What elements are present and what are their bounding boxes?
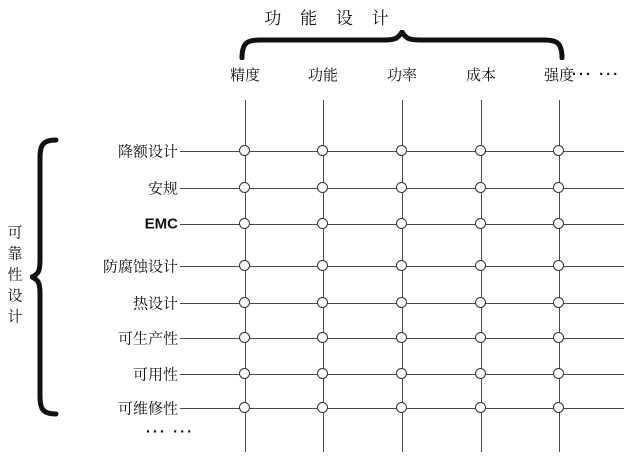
matrix-node-r5-c1[interactable] (317, 332, 328, 343)
row-header-3: 防腐蚀设计 (102, 258, 178, 276)
left-title-char-3: 设 (7, 287, 23, 305)
matrix-node-r6-c1[interactable] (317, 368, 328, 379)
matrix-node-r7-c0[interactable] (239, 402, 250, 413)
column-ellipsis: ··· ··· (571, 66, 621, 83)
left-title-char-0: 可 (7, 224, 23, 242)
matrix-node-r3-c4[interactable] (553, 260, 564, 271)
matrix-node-r0-c1[interactable] (317, 145, 328, 156)
matrix-node-r3-c0[interactable] (239, 260, 250, 271)
matrix-node-r5-c3[interactable] (475, 332, 486, 343)
matrix-node-r1-c3[interactable] (475, 182, 486, 193)
row-header-4: 热设计 (132, 295, 178, 313)
matrix-node-r5-c2[interactable] (396, 332, 407, 343)
matrix-node-r0-c4[interactable] (553, 145, 564, 156)
matrix-node-r6-c0[interactable] (239, 368, 250, 379)
matrix-node-r1-c1[interactable] (317, 182, 328, 193)
matrix-node-r1-c4[interactable] (553, 182, 564, 193)
matrix-node-r1-c0[interactable] (239, 182, 250, 193)
row-header-2: EMC (144, 215, 178, 233)
left-brace (30, 136, 62, 418)
matrix-node-r2-c4[interactable] (553, 218, 564, 229)
matrix-node-r2-c0[interactable] (239, 218, 250, 229)
matrix-node-r0-c2[interactable] (396, 145, 407, 156)
column-header-0: 精度 (229, 67, 261, 84)
row-header-1: 安规 (147, 180, 178, 198)
top-group-title: 功 能 设 计 (264, 9, 396, 28)
column-header-3: 成本 (465, 67, 497, 84)
column-header-4: 强度 (543, 67, 575, 84)
matrix-node-r2-c3[interactable] (475, 218, 486, 229)
row-header-5: 可生产性 (117, 330, 178, 348)
column-header-2: 功率 (386, 67, 418, 84)
top-brace (238, 30, 568, 60)
matrix-node-r0-c3[interactable] (475, 145, 486, 156)
left-group-title (6, 223, 24, 328)
left-title-char-4: 计 (7, 308, 23, 326)
row-header-7: 可维修性 (117, 400, 178, 418)
matrix-node-r7-c4[interactable] (553, 402, 564, 413)
row-header-6: 可用性 (132, 366, 178, 384)
matrix-node-r4-c2[interactable] (396, 297, 407, 308)
matrix-node-r7-c3[interactable] (475, 402, 486, 413)
matrix-node-r4-c3[interactable] (475, 297, 486, 308)
row-header-0: 降额设计 (117, 143, 178, 161)
row-ellipsis: ··· ··· (145, 423, 195, 441)
matrix-node-r6-c3[interactable] (475, 368, 486, 379)
left-title-char-1: 靠 (7, 245, 23, 263)
matrix-node-r4-c0[interactable] (239, 297, 250, 308)
matrix-node-r4-c1[interactable] (317, 297, 328, 308)
matrix-node-r2-c2[interactable] (396, 218, 407, 229)
matrix-node-r3-c3[interactable] (475, 260, 486, 271)
matrix-node-r7-c1[interactable] (317, 402, 328, 413)
matrix-node-r3-c2[interactable] (396, 260, 407, 271)
matrix-node-r3-c1[interactable] (317, 260, 328, 271)
column-header-1: 功能 (307, 67, 339, 84)
matrix-node-r0-c0[interactable] (239, 145, 250, 156)
left-title-char-2: 性 (7, 266, 23, 284)
matrix-node-r4-c4[interactable] (553, 297, 564, 308)
matrix-node-r6-c2[interactable] (396, 368, 407, 379)
matrix-node-r7-c2[interactable] (396, 402, 407, 413)
matrix-node-r1-c2[interactable] (396, 182, 407, 193)
matrix-node-r6-c4[interactable] (553, 368, 564, 379)
matrix-node-r5-c0[interactable] (239, 332, 250, 343)
matrix-node-r2-c1[interactable] (317, 218, 328, 229)
matrix-node-r5-c4[interactable] (553, 332, 564, 343)
